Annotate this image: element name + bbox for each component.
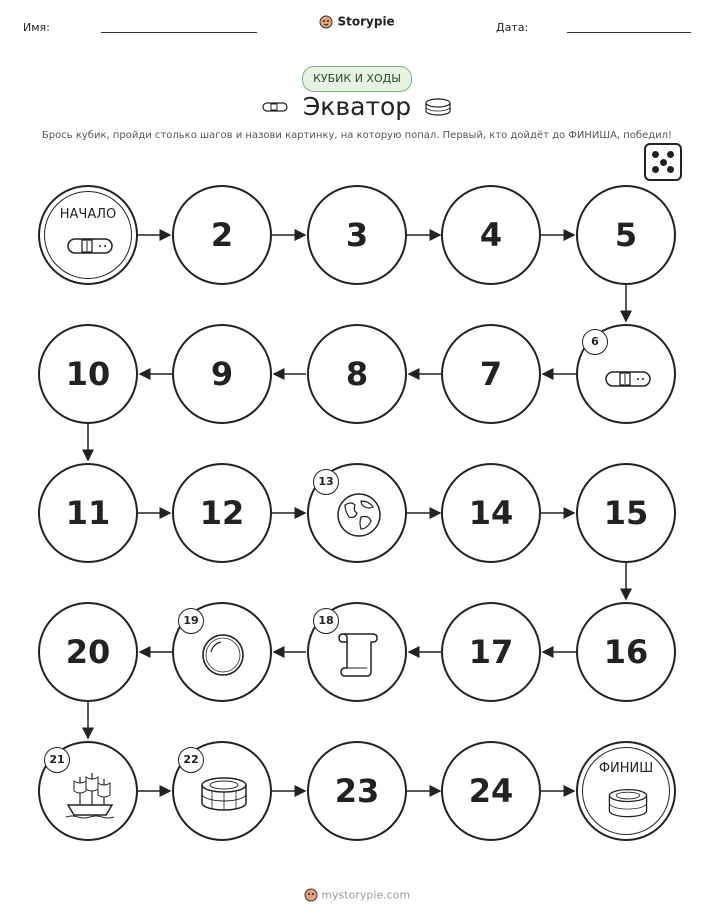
finish-cell — [576, 741, 676, 841]
storypie-logo-icon — [304, 888, 318, 902]
footer-url[interactable]: mystorypie.com — [321, 888, 411, 902]
footer — [0, 888, 714, 902]
board-cell — [441, 463, 541, 563]
cell-number: 3 — [345, 216, 369, 254]
category-pill: КУБИК И ХОДЫ — [302, 66, 412, 92]
board-cell — [576, 185, 676, 285]
board-cell — [307, 324, 407, 424]
belt-icon — [65, 231, 115, 261]
date-label: Дата: — [496, 21, 529, 34]
cell-badge: 22 — [178, 747, 204, 773]
board-cell — [441, 185, 541, 285]
board-cell — [307, 741, 407, 841]
page-title: Экватор — [302, 92, 412, 121]
cell-number: 5 — [614, 216, 638, 254]
instructions: Брось кубик, пройди столько шагов и назови картинку, на которую попал. Первый, кто дойдёт до ФИНИША, победил! — [41, 130, 673, 141]
cell-badge: 13 — [313, 469, 339, 495]
board-cell — [441, 602, 541, 702]
board-cell — [172, 463, 272, 563]
cell-number: 14 — [468, 494, 514, 532]
board-cell — [441, 324, 541, 424]
board-cell — [441, 741, 541, 841]
cell-number: 24 — [468, 772, 514, 810]
board-cell — [38, 463, 138, 563]
finish-label: ФИНИШ — [598, 761, 654, 776]
cell-number: 17 — [468, 633, 514, 671]
name-label: Имя: — [23, 21, 50, 34]
board-cell — [38, 602, 138, 702]
scroll-icon — [335, 628, 383, 680]
cell-number: 9 — [210, 355, 234, 393]
cell-number: 11 — [65, 494, 111, 532]
board-cell — [172, 185, 272, 285]
cell-number: 7 — [479, 355, 503, 393]
start-cell — [38, 185, 138, 285]
cell-number: 23 — [334, 772, 380, 810]
board-cell — [172, 324, 272, 424]
start-label: НАЧАЛО — [59, 207, 117, 222]
cell-number: 20 — [65, 633, 111, 671]
board-cell — [576, 463, 676, 563]
globe-icon — [335, 491, 383, 539]
cell-number: 15 — [603, 494, 649, 532]
cell-number: 10 — [65, 355, 111, 393]
cell-badge: 19 — [178, 608, 204, 634]
cell-badge: 6 — [582, 329, 608, 355]
cell-badge: 21 — [44, 747, 70, 773]
cell-number: 4 — [479, 216, 503, 254]
belt-icon — [603, 364, 653, 394]
well-icon — [606, 787, 650, 821]
board-cell — [576, 602, 676, 702]
bubble-icon — [200, 632, 246, 678]
cell-number: 2 — [210, 216, 234, 254]
cell-badge: 18 — [313, 608, 339, 634]
cell-number: 8 — [345, 355, 369, 393]
board-cell — [38, 324, 138, 424]
well-icon — [198, 775, 250, 815]
cell-number: 16 — [603, 633, 649, 671]
cell-number: 12 — [199, 494, 245, 532]
ship-icon — [64, 769, 116, 821]
brand-name: Storypie — [337, 14, 395, 29]
board-cell — [307, 185, 407, 285]
